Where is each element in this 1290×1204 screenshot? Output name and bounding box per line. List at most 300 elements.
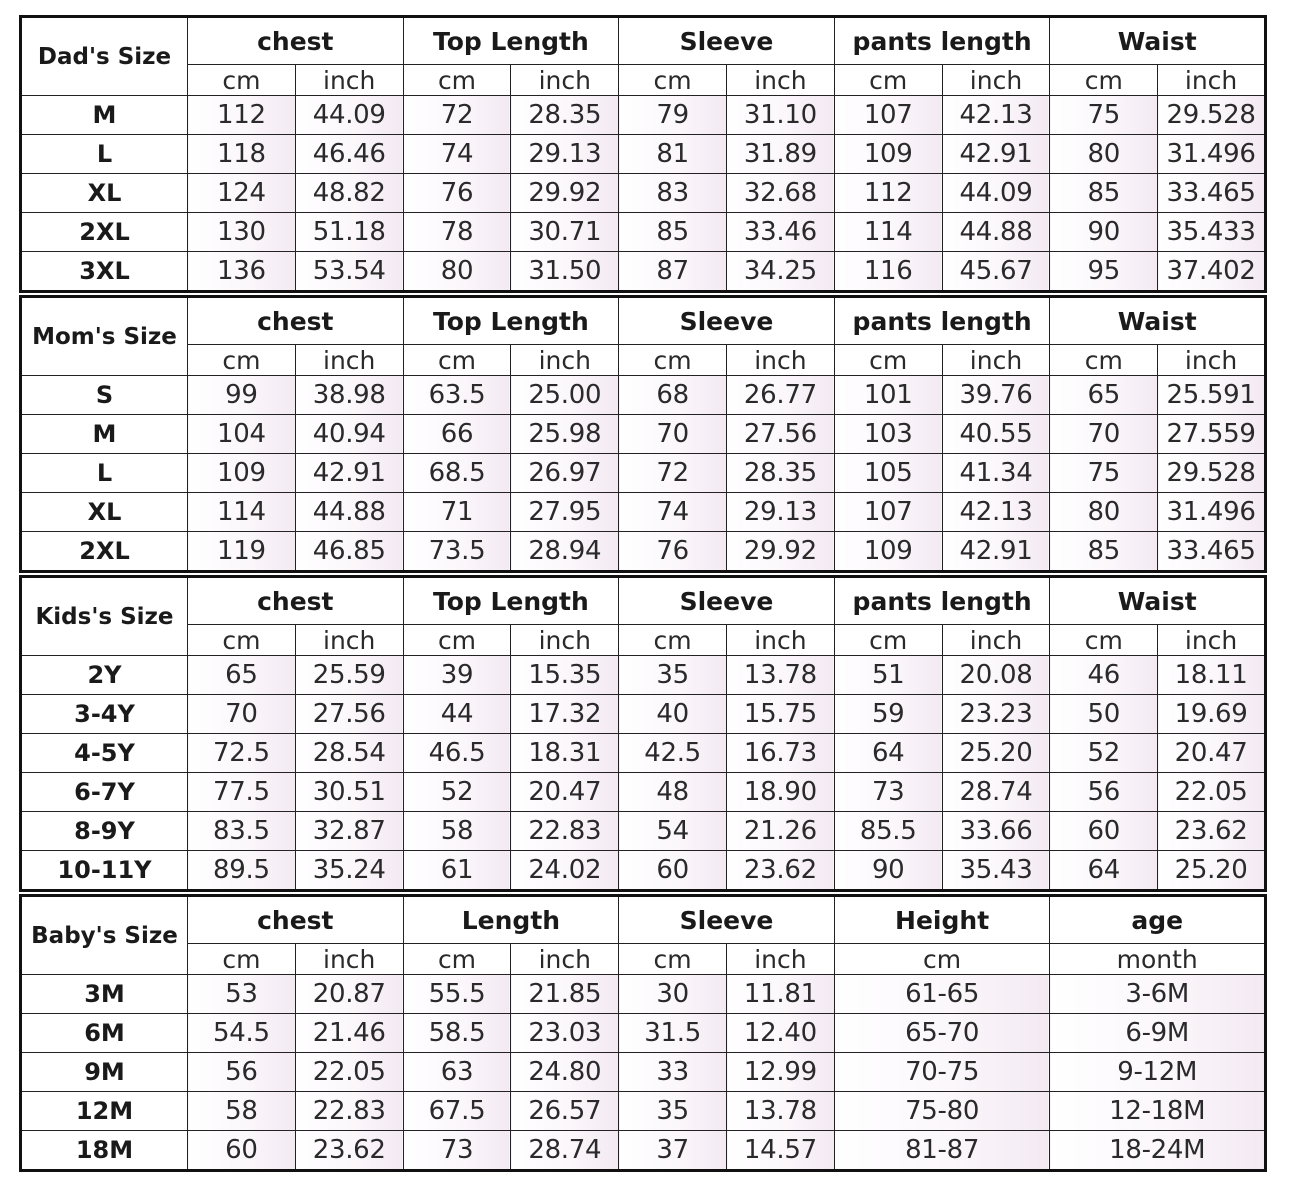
table-row <box>21 1053 1266 1092</box>
measurement-cell: 99 <box>188 376 296 415</box>
measurement-cell: 90 <box>1050 213 1158 252</box>
table-row <box>21 975 1266 1014</box>
measurement-cell: 31.496 <box>1158 135 1266 174</box>
measurement-cell: 107 <box>834 96 942 135</box>
measurement-cell: 112 <box>834 174 942 213</box>
measurement-cell: 35.24 <box>295 851 403 891</box>
column-group-title: Top Length <box>403 297 619 345</box>
measurement-cell: 114 <box>834 213 942 252</box>
measurement-cell: 25.591 <box>1158 376 1266 415</box>
unit-label: inch <box>1158 625 1266 656</box>
measurement-cell: 29.92 <box>511 174 619 213</box>
size-name: 6M <box>21 1014 188 1053</box>
measurement-cell: 22.05 <box>1158 773 1266 812</box>
measurement-cell: 25.59 <box>295 656 403 695</box>
measurement-cell: 48.82 <box>295 174 403 213</box>
unit-header-row <box>21 944 1266 975</box>
measurement-cell: 85 <box>619 213 727 252</box>
measurement-cell: 37.402 <box>1158 252 1266 292</box>
measurement-cell: 23.62 <box>726 851 834 891</box>
measurement-cell: 21.46 <box>295 1014 403 1053</box>
measurement-cell: 33.66 <box>942 812 1050 851</box>
measurement-cell: 12.99 <box>727 1053 835 1092</box>
measurement-cell: 52 <box>1050 734 1158 773</box>
measurement-cell: 25.00 <box>511 376 619 415</box>
unit-label: inch <box>511 65 619 96</box>
measurement-cell: 18.11 <box>1158 656 1266 695</box>
size-name: 12M <box>21 1092 188 1131</box>
unit-label: cm <box>188 944 296 975</box>
size-name: 3XL <box>21 252 188 292</box>
measurement-cell: 61-65 <box>834 975 1050 1014</box>
measurement-cell: 58 <box>188 1092 296 1131</box>
measurement-cell: 44.88 <box>942 213 1050 252</box>
measurement-cell: 75 <box>1050 454 1158 493</box>
measurement-cell: 26.57 <box>511 1092 619 1131</box>
measurement-cell: 42.5 <box>619 734 727 773</box>
measurement-cell: 52 <box>403 773 511 812</box>
measurement-cell: 27.95 <box>511 493 619 532</box>
measurement-cell: 95 <box>1050 252 1158 292</box>
unit-label: cm <box>403 65 511 96</box>
measurement-cell: 31.5 <box>619 1014 727 1053</box>
measurement-cell: 30.51 <box>295 773 403 812</box>
measurement-cell: 17.32 <box>511 695 619 734</box>
measurement-cell: 83 <box>619 174 727 213</box>
measurement-cell: 116 <box>834 252 942 292</box>
unit-label: inch <box>1158 65 1266 96</box>
table-row <box>21 252 1266 292</box>
measurement-cell: 31.10 <box>726 96 834 135</box>
measurement-cell: 60 <box>619 851 727 891</box>
measurement-cell: 42.13 <box>942 96 1050 135</box>
measurement-cell: 101 <box>834 376 942 415</box>
measurement-cell: 76 <box>619 532 727 572</box>
measurement-cell: 28.74 <box>511 1131 619 1171</box>
measurement-cell: 16.73 <box>726 734 834 773</box>
measurement-cell: 26.77 <box>726 376 834 415</box>
unit-label: inch <box>727 944 835 975</box>
group-header-row <box>21 577 1266 625</box>
measurement-cell: 28.94 <box>511 532 619 572</box>
size-name: M <box>21 415 188 454</box>
measurement-cell: 89.5 <box>188 851 296 891</box>
measurement-cell: 22.05 <box>295 1053 403 1092</box>
measurement-cell: 31.496 <box>1158 493 1266 532</box>
unit-label: cm <box>619 625 727 656</box>
measurement-cell: 70 <box>619 415 727 454</box>
measurement-cell: 85 <box>1050 174 1158 213</box>
measurement-cell: 20.47 <box>1158 734 1266 773</box>
measurement-cell: 53 <box>188 975 296 1014</box>
kids-size-table <box>19 575 1267 892</box>
column-group-title: Waist <box>1050 577 1266 625</box>
measurement-cell: 73.5 <box>403 532 511 572</box>
measurement-cell: 56 <box>1050 773 1158 812</box>
unit-label: cm <box>403 944 511 975</box>
measurement-cell: 50 <box>1050 695 1158 734</box>
table-label: Kids's Size <box>21 577 188 656</box>
measurement-cell: 20.08 <box>942 656 1050 695</box>
measurement-cell: 80 <box>1050 493 1158 532</box>
size-name: 3-4Y <box>21 695 188 734</box>
size-name: L <box>21 454 188 493</box>
measurement-cell: 63.5 <box>403 376 511 415</box>
measurement-cell: 29.528 <box>1158 96 1266 135</box>
group-header-row <box>21 896 1266 944</box>
column-group-title: chest <box>188 577 404 625</box>
unit-label: cm <box>188 625 296 656</box>
table-row <box>21 376 1266 415</box>
unit-label: cm <box>619 944 727 975</box>
measurement-cell: 21.26 <box>726 812 834 851</box>
table-row <box>21 415 1266 454</box>
unit-label: cm <box>188 65 296 96</box>
unit-label: cm <box>1050 345 1158 376</box>
table-row <box>21 532 1266 572</box>
measurement-cell: 46.46 <box>295 135 403 174</box>
measurement-cell: 35 <box>619 1092 727 1131</box>
column-group-title: Length <box>403 896 619 944</box>
measurement-cell: 35 <box>619 656 727 695</box>
column-group-title: Height <box>834 896 1050 944</box>
column-group-title: pants length <box>834 577 1050 625</box>
measurement-cell: 85 <box>1050 532 1158 572</box>
column-group-title: chest <box>188 297 404 345</box>
measurement-cell: 24.80 <box>511 1053 619 1092</box>
measurement-cell: 77.5 <box>188 773 296 812</box>
group-header-row <box>21 17 1266 65</box>
table-label: Dad's Size <box>21 17 188 96</box>
measurement-cell: 33 <box>619 1053 727 1092</box>
measurement-cell: 114 <box>188 493 296 532</box>
measurement-cell: 22.83 <box>511 812 619 851</box>
measurement-cell: 39 <box>403 656 511 695</box>
size-name: 8-9Y <box>21 812 188 851</box>
column-group-title: chest <box>188 17 404 65</box>
measurement-cell: 80 <box>1050 135 1158 174</box>
unit-label: cm <box>1050 65 1158 96</box>
column-group-title: Sleeve <box>619 896 835 944</box>
measurement-cell: 32.87 <box>295 812 403 851</box>
measurement-cell: 23.62 <box>295 1131 403 1171</box>
group-header-row <box>21 297 1266 345</box>
unit-label: cm <box>403 625 511 656</box>
table-row <box>21 1131 1266 1171</box>
measurement-cell: 112 <box>188 96 296 135</box>
measurement-cell: 70 <box>188 695 296 734</box>
measurement-cell: 90 <box>834 851 942 891</box>
table-row <box>21 734 1266 773</box>
measurement-cell: 30 <box>619 975 727 1014</box>
measurement-cell: 70 <box>1050 415 1158 454</box>
measurement-cell: 70-75 <box>834 1053 1050 1092</box>
unit-label: inch <box>942 625 1050 656</box>
size-name: S <box>21 376 188 415</box>
measurement-cell: 19.69 <box>1158 695 1266 734</box>
measurement-cell: 12.40 <box>727 1014 835 1053</box>
table-row <box>21 695 1266 734</box>
size-name: 6-7Y <box>21 773 188 812</box>
measurement-cell: 40.55 <box>942 415 1050 454</box>
measurement-cell: 58 <box>403 812 511 851</box>
measurement-cell: 130 <box>188 213 296 252</box>
measurement-cell: 109 <box>834 532 942 572</box>
measurement-cell: 45.67 <box>942 252 1050 292</box>
measurement-cell: 109 <box>188 454 296 493</box>
measurement-cell: 25.20 <box>942 734 1050 773</box>
table-row <box>21 812 1266 851</box>
size-chart <box>19 15 1264 1174</box>
measurement-cell: 35.433 <box>1158 213 1266 252</box>
size-name: XL <box>21 174 188 213</box>
measurement-cell: 81-87 <box>834 1131 1050 1171</box>
measurement-cell: 15.35 <box>511 656 619 695</box>
unit-label: cm <box>834 345 942 376</box>
measurement-cell: 44.09 <box>942 174 1050 213</box>
measurement-cell: 51.18 <box>295 213 403 252</box>
measurement-cell: 71 <box>403 493 511 532</box>
size-name: 2XL <box>21 532 188 572</box>
measurement-cell: 25.20 <box>1158 851 1266 891</box>
unit-label: inch <box>295 944 403 975</box>
measurement-cell: 65 <box>1050 376 1158 415</box>
measurement-cell: 33.465 <box>1158 174 1266 213</box>
mom-size-table <box>19 295 1267 573</box>
measurement-cell: 42.91 <box>295 454 403 493</box>
measurement-cell: 80 <box>403 252 511 292</box>
unit-label: inch <box>942 345 1050 376</box>
measurement-cell: 38.98 <box>295 376 403 415</box>
unit-header-row <box>21 625 1266 656</box>
measurement-cell: 72 <box>619 454 727 493</box>
size-name: 2Y <box>21 656 188 695</box>
measurement-cell: 61 <box>403 851 511 891</box>
column-group-title: Sleeve <box>619 577 835 625</box>
size-name: 18M <box>21 1131 188 1171</box>
unit-label: cm <box>188 345 296 376</box>
table-row <box>21 454 1266 493</box>
unit-label: cm <box>619 345 727 376</box>
unit-label: inch <box>295 345 403 376</box>
measurement-cell: 18-24M <box>1050 1131 1266 1171</box>
measurement-cell: 28.74 <box>942 773 1050 812</box>
measurement-cell: 23.03 <box>511 1014 619 1053</box>
measurement-cell: 27.559 <box>1158 415 1266 454</box>
size-name: 2XL <box>21 213 188 252</box>
table-label: Mom's Size <box>21 297 188 376</box>
column-group-title: pants length <box>834 17 1050 65</box>
measurement-cell: 54.5 <box>188 1014 296 1053</box>
baby-size-table <box>19 894 1267 1172</box>
measurement-cell: 72.5 <box>188 734 296 773</box>
unit-label: month <box>1050 944 1266 975</box>
table-row <box>21 213 1266 252</box>
measurement-cell: 21.85 <box>511 975 619 1014</box>
measurement-cell: 23.62 <box>1158 812 1266 851</box>
measurement-cell: 28.54 <box>295 734 403 773</box>
unit-label: cm <box>834 625 942 656</box>
measurement-cell: 23.23 <box>942 695 1050 734</box>
unit-label: cm <box>834 944 1050 975</box>
measurement-cell: 26.97 <box>511 454 619 493</box>
measurement-cell: 75 <box>1050 96 1158 135</box>
measurement-cell: 14.57 <box>727 1131 835 1171</box>
dad-size-table <box>19 15 1267 293</box>
unit-label: inch <box>726 345 834 376</box>
measurement-cell: 65-70 <box>834 1014 1050 1053</box>
unit-header-row <box>21 65 1266 96</box>
measurement-cell: 73 <box>834 773 942 812</box>
measurement-cell: 24.02 <box>511 851 619 891</box>
measurement-cell: 85.5 <box>834 812 942 851</box>
measurement-cell: 56 <box>188 1053 296 1092</box>
measurement-cell: 76 <box>403 174 511 213</box>
unit-label: inch <box>726 625 834 656</box>
measurement-cell: 65 <box>188 656 296 695</box>
measurement-cell: 33.46 <box>726 213 834 252</box>
measurement-cell: 40.94 <box>295 415 403 454</box>
size-name: XL <box>21 493 188 532</box>
measurement-cell: 46.85 <box>295 532 403 572</box>
measurement-cell: 3-6M <box>1050 975 1266 1014</box>
unit-label: inch <box>726 65 834 96</box>
measurement-cell: 44.88 <box>295 493 403 532</box>
measurement-cell: 32.68 <box>726 174 834 213</box>
measurement-cell: 46 <box>1050 656 1158 695</box>
measurement-cell: 44 <box>403 695 511 734</box>
measurement-cell: 27.56 <box>726 415 834 454</box>
unit-label: inch <box>1158 345 1266 376</box>
unit-label: cm <box>1050 625 1158 656</box>
table-row <box>21 851 1266 891</box>
measurement-cell: 46.5 <box>403 734 511 773</box>
measurement-cell: 59 <box>834 695 942 734</box>
measurement-cell: 44.09 <box>295 96 403 135</box>
table-row <box>21 773 1266 812</box>
measurement-cell: 64 <box>834 734 942 773</box>
size-name: 9M <box>21 1053 188 1092</box>
column-group-title: Sleeve <box>619 17 835 65</box>
measurement-cell: 53.54 <box>295 252 403 292</box>
column-group-title: Top Length <box>403 577 619 625</box>
unit-header-row <box>21 345 1266 376</box>
measurement-cell: 83.5 <box>188 812 296 851</box>
measurement-cell: 9-12M <box>1050 1053 1266 1092</box>
measurement-cell: 42.91 <box>942 135 1050 174</box>
table-row <box>21 1092 1266 1131</box>
measurement-cell: 105 <box>834 454 942 493</box>
measurement-cell: 31.50 <box>511 252 619 292</box>
column-group-title: Waist <box>1050 297 1266 345</box>
unit-label: inch <box>942 65 1050 96</box>
measurement-cell: 87 <box>619 252 727 292</box>
table-row <box>21 135 1266 174</box>
size-name: M <box>21 96 188 135</box>
table-row <box>21 493 1266 532</box>
measurement-cell: 74 <box>619 493 727 532</box>
measurement-cell: 28.35 <box>511 96 619 135</box>
unit-label: inch <box>511 345 619 376</box>
measurement-cell: 33.465 <box>1158 532 1266 572</box>
measurement-cell: 34.25 <box>726 252 834 292</box>
measurement-cell: 74 <box>403 135 511 174</box>
measurement-cell: 39.76 <box>942 376 1050 415</box>
measurement-cell: 11.81 <box>727 975 835 1014</box>
unit-label: cm <box>834 65 942 96</box>
measurement-cell: 81 <box>619 135 727 174</box>
table-label: Baby's Size <box>21 896 188 975</box>
measurement-cell: 20.47 <box>511 773 619 812</box>
unit-label: inch <box>295 65 403 96</box>
measurement-cell: 54 <box>619 812 727 851</box>
size-name: 10-11Y <box>21 851 188 891</box>
measurement-cell: 68.5 <box>403 454 511 493</box>
measurement-cell: 25.98 <box>511 415 619 454</box>
size-name: 4-5Y <box>21 734 188 773</box>
size-name: 3M <box>21 975 188 1014</box>
measurement-cell: 73 <box>403 1131 511 1171</box>
measurement-cell: 104 <box>188 415 296 454</box>
table-row <box>21 174 1266 213</box>
measurement-cell: 72 <box>403 96 511 135</box>
measurement-cell: 41.34 <box>942 454 1050 493</box>
measurement-cell: 75-80 <box>834 1092 1050 1131</box>
unit-label: cm <box>403 345 511 376</box>
measurement-cell: 35.43 <box>942 851 1050 891</box>
table-row <box>21 96 1266 135</box>
measurement-cell: 42.91 <box>942 532 1050 572</box>
measurement-cell: 64 <box>1050 851 1158 891</box>
measurement-cell: 40 <box>619 695 727 734</box>
column-group-title: pants length <box>834 297 1050 345</box>
unit-label: cm <box>619 65 727 96</box>
measurement-cell: 68 <box>619 376 727 415</box>
measurement-cell: 51 <box>834 656 942 695</box>
measurement-cell: 31.89 <box>726 135 834 174</box>
measurement-cell: 28.35 <box>726 454 834 493</box>
table-row <box>21 656 1266 695</box>
measurement-cell: 29.13 <box>726 493 834 532</box>
measurement-cell: 60 <box>1050 812 1158 851</box>
column-group-title: Sleeve <box>619 297 835 345</box>
unit-label: inch <box>511 625 619 656</box>
measurement-cell: 29.528 <box>1158 454 1266 493</box>
measurement-cell: 109 <box>834 135 942 174</box>
measurement-cell: 63 <box>403 1053 511 1092</box>
measurement-cell: 18.90 <box>726 773 834 812</box>
measurement-cell: 58.5 <box>403 1014 511 1053</box>
measurement-cell: 136 <box>188 252 296 292</box>
measurement-cell: 37 <box>619 1131 727 1171</box>
column-group-title: Waist <box>1050 17 1266 65</box>
measurement-cell: 6-9M <box>1050 1014 1266 1053</box>
measurement-cell: 103 <box>834 415 942 454</box>
unit-label: inch <box>511 944 619 975</box>
column-group-title: chest <box>188 896 404 944</box>
measurement-cell: 118 <box>188 135 296 174</box>
table-row <box>21 1014 1266 1053</box>
measurement-cell: 13.78 <box>727 1092 835 1131</box>
measurement-cell: 78 <box>403 213 511 252</box>
measurement-cell: 30.71 <box>511 213 619 252</box>
measurement-cell: 42.13 <box>942 493 1050 532</box>
measurement-cell: 29.92 <box>726 532 834 572</box>
measurement-cell: 79 <box>619 96 727 135</box>
measurement-cell: 60 <box>188 1131 296 1171</box>
measurement-cell: 22.83 <box>295 1092 403 1131</box>
measurement-cell: 66 <box>403 415 511 454</box>
